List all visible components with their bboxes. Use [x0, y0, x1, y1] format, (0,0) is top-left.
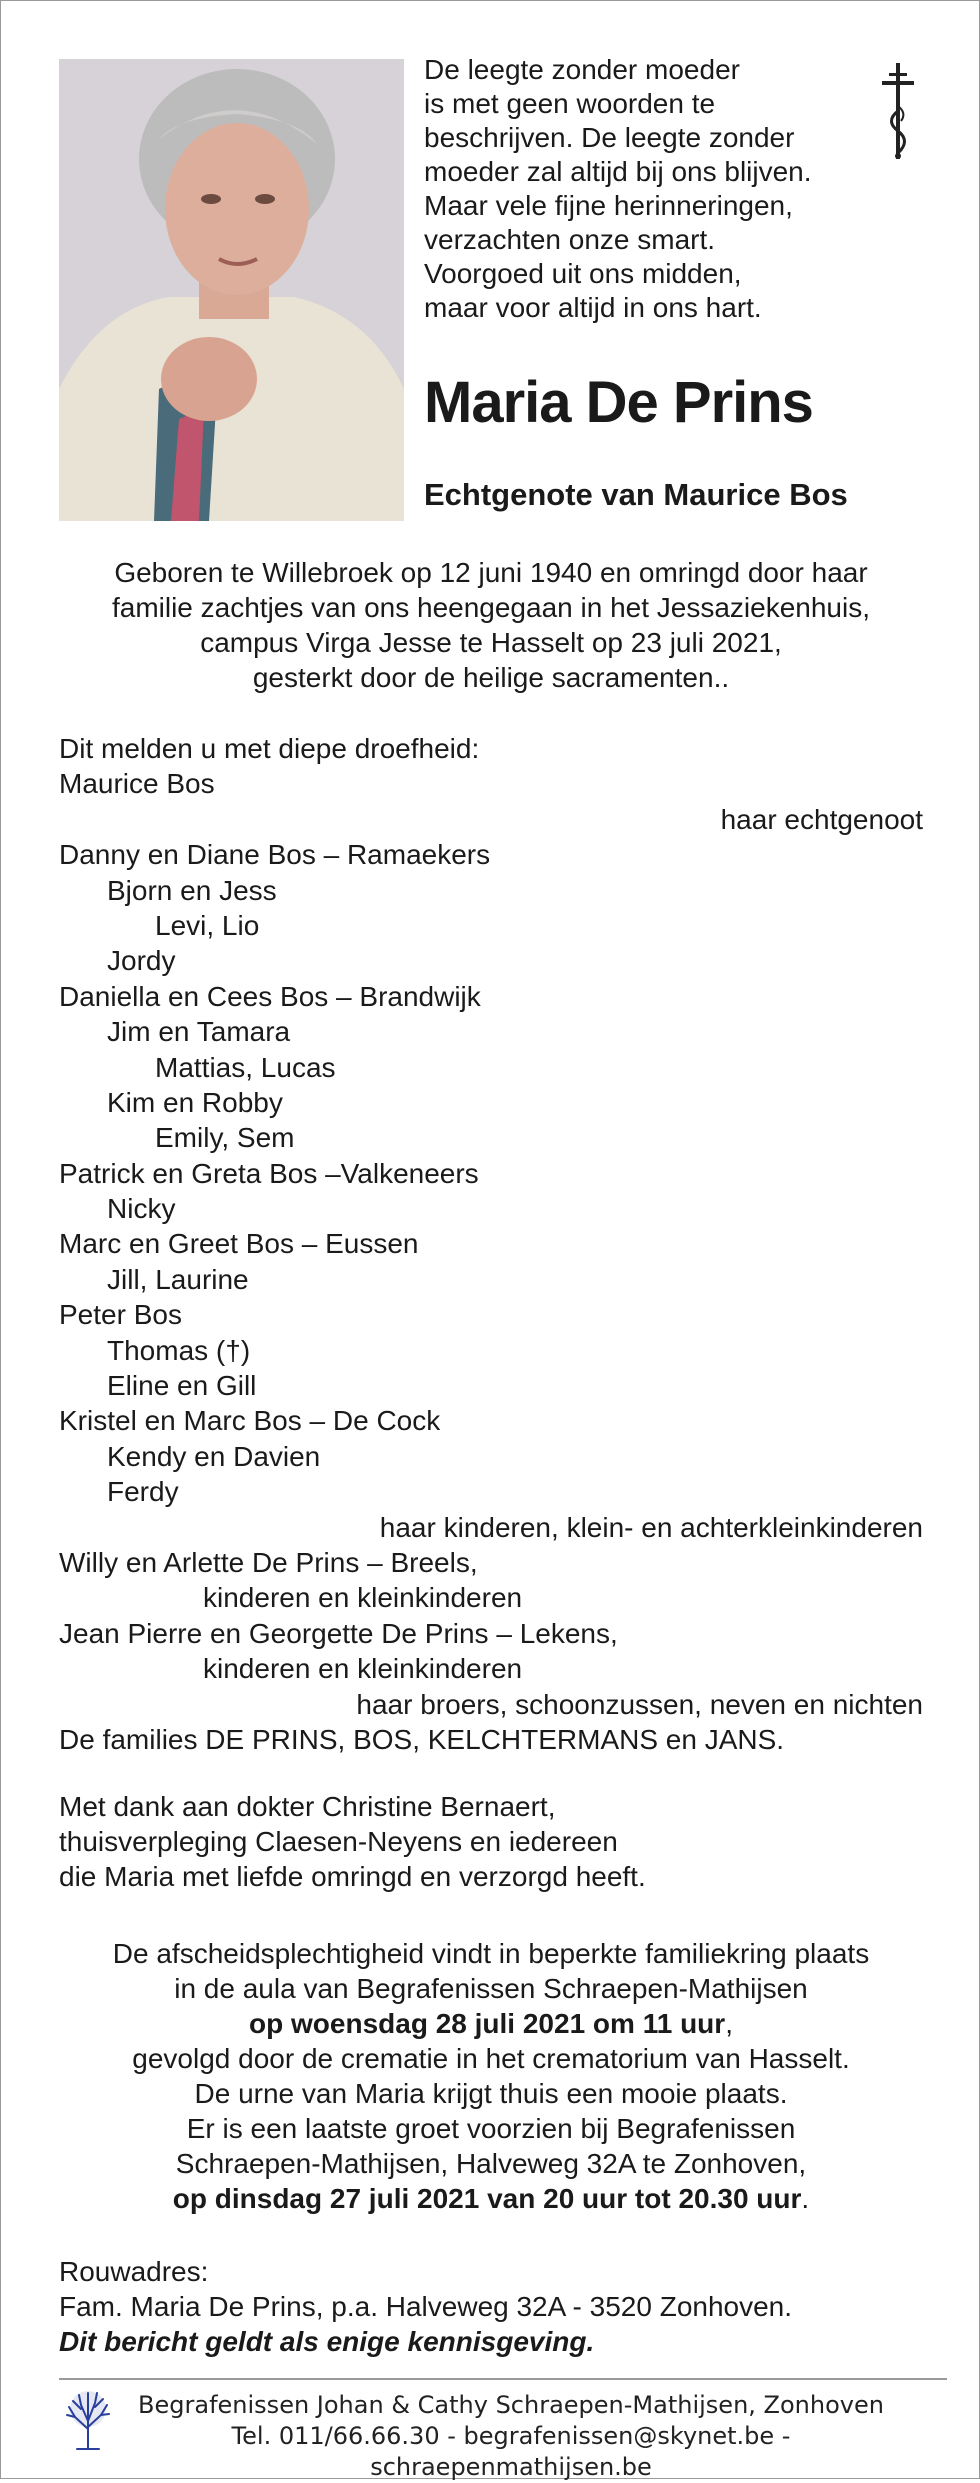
- family-member: Jill, Laurine: [107, 1263, 249, 1295]
- husband-role: haar echtgenoot: [720, 803, 923, 835]
- siblings-role: haar broers, schoonzussen, neven en nichten: [356, 1688, 923, 1720]
- ceremony-line: in de aula van Begrafenissen Schraepen-Mathijsen: [174, 1973, 808, 2004]
- sibling-sub: kinderen en kleinkinderen: [203, 1582, 523, 1614]
- family-member: Jim en Tamara: [107, 1016, 291, 1048]
- families-line: De families DE PRINS, BOS, KELCHTERMANS en JANS.: [59, 1723, 785, 1755]
- punctuation: .: [801, 2183, 810, 2214]
- poem: [424, 53, 884, 325]
- husband-name: Maurice Bos: [59, 768, 215, 800]
- thanks-paragraph: [59, 1789, 646, 1894]
- thanks-line: thuisverpleging Claesen-Neyens en iedereen: [59, 1826, 618, 1857]
- spouse-line: Echtgenote van Maurice Bos: [424, 477, 848, 512]
- family-list: [59, 731, 923, 1757]
- punctuation: ,: [725, 2008, 733, 2039]
- family-member: Danny en Diane Bos – Ramaekers: [59, 839, 491, 871]
- poem-line: Voorgoed uit ons midden,: [424, 258, 742, 289]
- footer-contact: Tel. 011/66.66.30 - begrafenissen@skynet.be - schraepenmathijsen.be: [231, 2422, 791, 2481]
- poem-line: moeder zal altijd bij ons blijven.: [424, 156, 812, 187]
- info-line: familie zachtjes van ons heengegaan in het Jessaziekenhuis,: [111, 592, 871, 623]
- notice-line: Dit bericht geldt als enige kennisgeving.: [59, 2326, 595, 2357]
- family-member: Daniella en Cees Bos – Brandwijk: [59, 980, 481, 1012]
- family-member: Ferdy: [107, 1476, 179, 1508]
- thanks-line: Met dank aan dokter Christine Bernaert,: [59, 1791, 556, 1822]
- children-role: haar kinderen, klein- en achterkleinkinderen: [379, 1511, 923, 1543]
- family-member: Kim en Robby: [107, 1086, 283, 1118]
- ceremony-line: gevolgd door de crematie in het crematorium van Hasselt.: [132, 2043, 850, 2074]
- portrait-photo: [59, 59, 404, 521]
- mourning-address: [59, 2254, 792, 2359]
- sibling-line: Jean Pierre en Georgette De Prins – Lekens,: [59, 1617, 618, 1649]
- family-member: Mattias, Lucas: [155, 1051, 336, 1083]
- family-member: Bjorn en Jess: [107, 874, 277, 906]
- footer-company: Begrafenissen Johan & Cathy Schraepen-Mathijsen, Zonhoven: [138, 2391, 884, 2419]
- poem-line: beschrijven. De leegte zonder: [424, 122, 795, 153]
- ceremony-line: Er is een laatste groet voorzien bij Begrafenissen: [186, 2113, 796, 2144]
- poem-line: De leegte zonder moeder: [424, 54, 740, 85]
- family-member: Peter Bos: [59, 1299, 182, 1331]
- farewell-date: op dinsdag 27 juli 2021 van 20 uur tot 20.30 uur: [172, 2183, 802, 2214]
- ceremony-date-line: [41, 2006, 941, 2041]
- thanks-line: die Maria met liefde omringd en verzorgd heeft.: [59, 1861, 646, 1892]
- tree-logo-icon: [63, 2389, 113, 2451]
- birth-death-info: [41, 555, 941, 695]
- address-value: Fam. Maria De Prins, p.a. Halveweg 32A - 3520 Zonhoven.: [59, 2291, 793, 2322]
- family-intro: Dit melden u met diepe droefheid:: [59, 733, 480, 764]
- ceremony-line: Schraepen-Mathijsen, Halveweg 32A te Zonhoven,: [175, 2148, 807, 2179]
- family-member: Thomas (†): [107, 1334, 251, 1366]
- family-member: Kendy en Davien: [107, 1440, 321, 1472]
- family-member: Patrick en Greta Bos –Valkeneers: [59, 1157, 479, 1189]
- address-label: Rouwadres:: [59, 2256, 209, 2287]
- sibling-line: Willy en Arlette De Prins – Breels,: [59, 1546, 478, 1578]
- ceremony-line: De afscheidsplechtigheid vindt in beperkte familiekring plaats: [112, 1938, 870, 1969]
- sibling-sub: kinderen en kleinkinderen: [203, 1653, 523, 1685]
- family-member: Marc en Greet Bos – Eussen: [59, 1228, 419, 1260]
- family-member: Nicky: [107, 1193, 176, 1225]
- footer-divider: [59, 2378, 947, 2380]
- info-line: gesterkt door de heilige sacramenten..: [252, 662, 730, 693]
- deceased-name: Maria De Prins: [424, 370, 813, 435]
- ceremony-line: De urne van Maria krijgt thuis een mooie plaats.: [194, 2078, 788, 2109]
- ceremony-date: op woensdag 28 juli 2021 om 11 uur: [249, 2008, 726, 2039]
- poem-line: Maar vele fijne herinneringen,: [424, 190, 793, 221]
- farewell-date-line: [41, 2181, 941, 2216]
- ceremony-paragraph: [41, 1936, 941, 2216]
- poem-line: is met geen woorden te: [424, 88, 716, 119]
- family-member: Emily, Sem: [155, 1122, 295, 1154]
- family-member: Kristel en Marc Bos – De Cock: [59, 1405, 441, 1437]
- info-line: Geboren te Willebroek op 12 juni 1940 en omringd door haar: [114, 557, 868, 588]
- poem-line: maar voor altijd in ons hart.: [424, 292, 762, 323]
- poem-line: verzachten onze smart.: [424, 224, 716, 255]
- info-line: campus Virga Jesse te Hasselt op 23 juli 2021,: [200, 627, 782, 658]
- family-member: Jordy: [107, 945, 176, 977]
- family-member: Eline en Gill: [107, 1370, 257, 1402]
- family-member: Levi, Lio: [155, 909, 260, 941]
- footer: [121, 2390, 901, 2483]
